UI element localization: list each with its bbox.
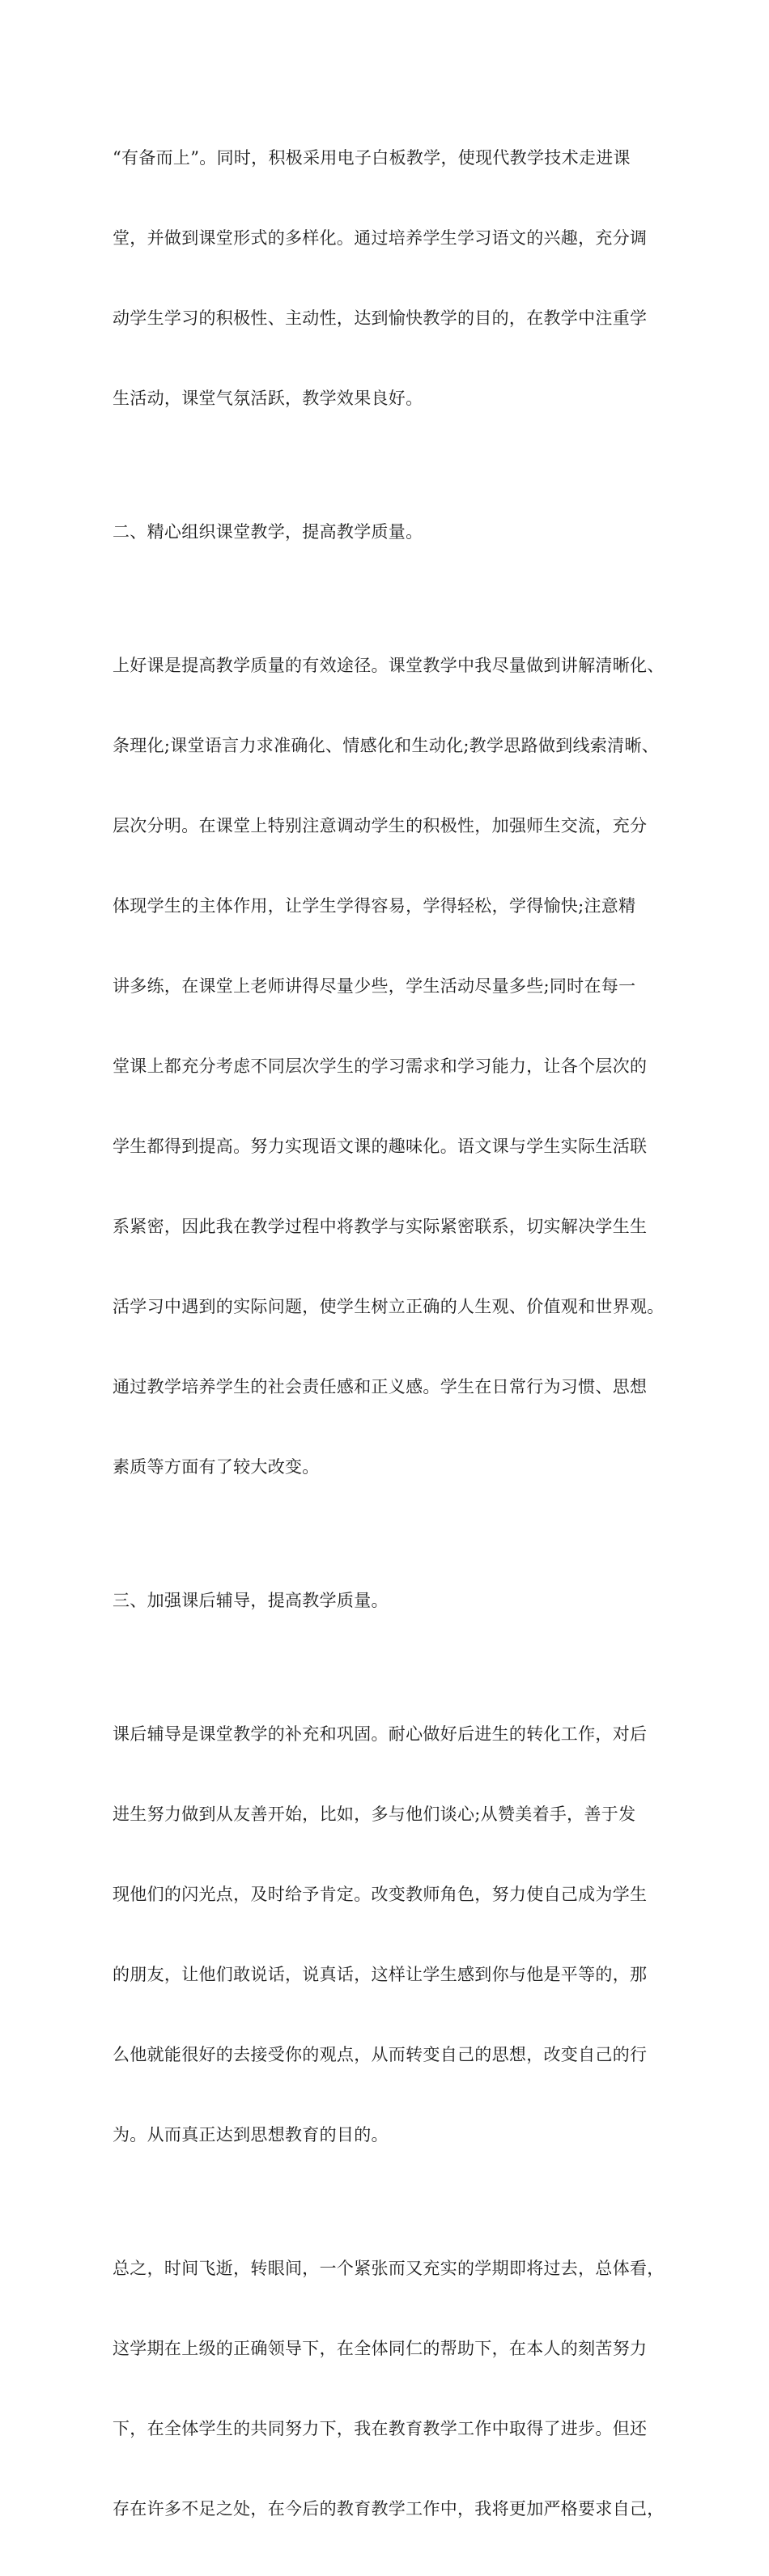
text-line: 讲多练，在课堂上老师讲得尽量少些，学生活动尽量多些;同时在每一 — [113, 976, 636, 996]
text-line: 上好课是提高教学质量的有效途径。课堂教学中我尽量做到讲解清晰化、 — [113, 656, 665, 675]
text-line: 的朋友，让他们敢说话，说真话，这样让学生感到你与他是平等的，那 — [113, 1965, 648, 1984]
text-line: 这学期在上级的正确领导下，在全体同仁的帮助下，在本人的刻苦努力 — [113, 2339, 648, 2358]
paragraph-section-3 — [113, 1668, 663, 2202]
text-line: 下，在全体学生的共同努力下，我在教育教学工作中取得了进步。但还 — [113, 2419, 648, 2438]
text-line: 通过教学培养学生的社会责任感和正义感。学生在日常行为习惯、思想 — [113, 1377, 648, 1396]
text-line: 条理化;课堂语言力求准确化、情感化和生动化;教学思路做到线索清晰、 — [113, 736, 660, 755]
text-line: 堂，并做到课堂形式的多样化。通过培养学生学习语文的兴趣，充分调 — [113, 228, 648, 248]
text-line: 动学生学习的积极性、主动性，达到愉快教学的目的，在教学中注重学 — [113, 308, 648, 328]
text-line: 现他们的闪光点，及时给予肯定。改变教师角色，努力使自己成为学生 — [113, 1885, 648, 1904]
text-line: 堂课上都充分考虑不同层次学生的学习需求和学习能力，让各个层次的 — [113, 1056, 648, 1076]
text-line: 学生都得到提高。努力实现语文课的趣味化。语文课与学生实际生活联 — [113, 1137, 648, 1156]
heading-line: 二、精心组织课堂教学，提高教学质量。 — [113, 522, 423, 542]
section-heading-3 — [113, 1534, 663, 1668]
text-line: 素质等方面有了较大改变。 — [113, 1457, 320, 1477]
text-line: 层次分明。在课堂上特别注意调动学生的积极性，加强师生交流，充分 — [113, 816, 648, 835]
text-line: 总之，时间飞逝，转眼间，一个紧张而又充实的学期即将过去，总体看， — [113, 2259, 665, 2278]
text-line: 进生努力做到从友善开始，比如，多与他们谈心;从赞美着手，善于发 — [113, 1804, 636, 1824]
text-line: 活学习中遇到的实际问题，使学生树立正确的人生观、价值观和世界观。 — [113, 1297, 665, 1316]
text-line: 为。从而真正达到思想教育的目的。 — [113, 2125, 389, 2145]
paragraph-summary — [113, 2202, 663, 2576]
document-body — [113, 91, 663, 2576]
text-line: 体现学生的主体作用，让学生学得容易，学得轻松，学得愉快;注意精 — [113, 896, 636, 916]
text-line: 系紧密，因此我在教学过程中将教学与实际紧密联系，切实解决学生生 — [113, 1217, 648, 1236]
paragraph-section-2 — [113, 599, 663, 1534]
text-line: 生活动，课堂气氛活跃，教学效果良好。 — [113, 389, 423, 408]
text-line: 课后辅导是课堂教学的补充和巩固。耐心做好后进生的转化工作，对后 — [113, 1724, 648, 1744]
text-line: 存在许多不足之处，在今后的教育教学工作中，我将更加严格要求自己， — [113, 2499, 665, 2519]
section-heading-2 — [113, 465, 663, 599]
text-line: “有备而上”。同时，积极采用电子白板教学，使现代教学技术走进课 — [113, 148, 631, 168]
heading-line: 三、加强课后辅导，提高教学质量。 — [113, 1591, 389, 1610]
text-line: 么他就能很好的去接受你的观点，从而转变自己的思想，改变自己的行 — [113, 2045, 648, 2064]
paragraph-intro — [113, 91, 663, 465]
